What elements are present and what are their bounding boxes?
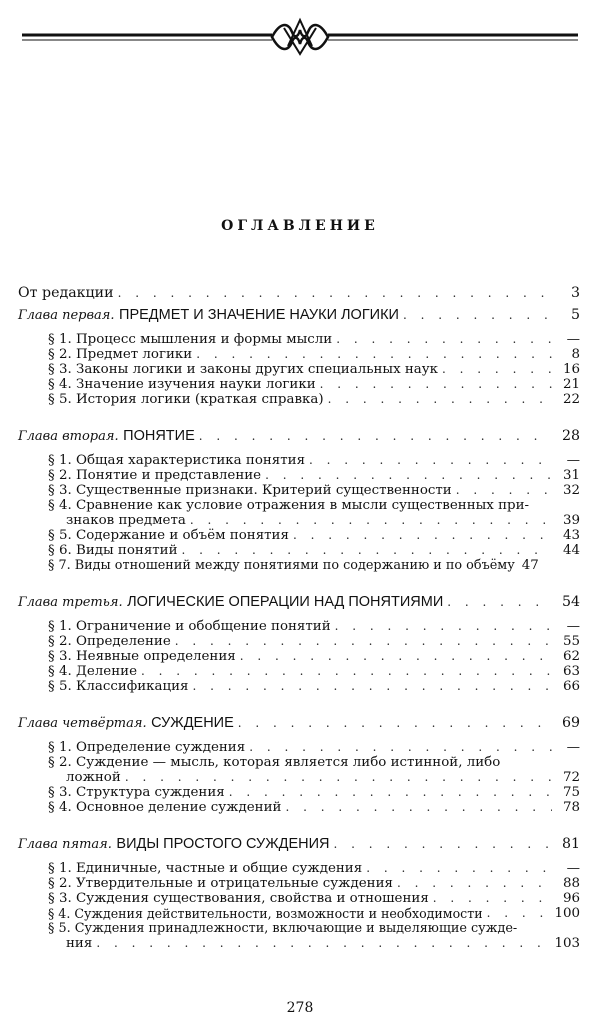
leader-dots [193, 678, 552, 695]
section-label: § 5. История логики (краткая справка) [48, 392, 324, 407]
section-label: § 3. Существенные признаки. Критерий существенности [48, 483, 452, 498]
toc-section-2-7[interactable] [48, 557, 580, 574]
section-label: § 3. Структура суждения [48, 785, 225, 800]
toc-page-number: 55 [562, 634, 580, 649]
leader-dots [403, 307, 552, 324]
leader-dots [334, 836, 552, 853]
toc-section-2-4-line1[interactable]: § 4. Сравнение как условие отражения в мысли существенных при- [48, 498, 530, 513]
section-label: ния [66, 936, 93, 951]
toc-page-number: 39 [562, 513, 580, 528]
section-label: § 4. Суждения действительности, возможности и необходимости [48, 906, 483, 921]
leader-dots [96, 935, 550, 952]
toc-page-number: 8 [571, 347, 580, 362]
toc-page-number: 3 [570, 285, 580, 301]
section-label: § 7. Виды отношений между понятиями по содержанию и по объёму [48, 558, 515, 573]
toc-entry-label: От редакции [18, 285, 114, 301]
toc-chapter-3[interactable] [18, 594, 580, 611]
toc-page-number: 32 [562, 483, 580, 498]
toc-chapter-2[interactable] [18, 428, 580, 445]
toc-page-number: — [566, 453, 580, 468]
section-label: § 2. Утвердительные и отрицательные суждения [48, 876, 393, 891]
leader-dots [118, 285, 552, 302]
toc-chapter-5[interactable] [18, 836, 580, 853]
section-label: § 5. Классификация [48, 679, 189, 694]
toc-page-number: 5 [570, 307, 580, 323]
chapter-title: ПОНЯТИЕ [123, 428, 195, 444]
toc-section-4-4[interactable] [48, 799, 580, 816]
toc-chapter-4[interactable] [18, 715, 580, 732]
section-label: § 2. Понятие и представление [48, 468, 262, 483]
section-label: § 3. Суждения существования, свойства и отношения [48, 891, 429, 906]
section-label: § 2. Определение [48, 634, 171, 649]
section-label: § 1. Ограничение и обобщение понятий [48, 619, 331, 634]
section-label: § 1. Процесс мышления и формы мысли [48, 332, 333, 347]
leader-dots [285, 799, 552, 816]
section-label: § 4. Значение изучения науки логики [48, 377, 316, 392]
chapter-title: ПРЕДМЕТ И ЗНАЧЕНИЕ НАУКИ ЛОГИКИ [119, 307, 399, 323]
section-label: § 6. Виды понятий [48, 543, 178, 558]
toc-page-number: 62 [562, 649, 580, 664]
toc-page-number: — [566, 619, 580, 634]
section-label: § 4. Основное деление суждений [48, 800, 282, 815]
page-number: 278 [286, 1000, 314, 1016]
toc-page-number: 88 [562, 876, 580, 891]
section-label: § 2. Предмет логики [48, 347, 193, 362]
leader-dots [328, 391, 552, 408]
toc-page-number: 31 [562, 468, 580, 483]
section-label: § 4. Деление [48, 664, 138, 679]
toc-section-4-2-line1[interactable]: § 2. Суждение — мысль, которая является либо истинной, либо [48, 755, 501, 770]
toc-page-number: 72 [562, 770, 580, 785]
toc-section-3-5[interactable] [48, 678, 580, 695]
toc-page-number: 44 [562, 543, 580, 558]
chapter-label: Глава четвёртая. [18, 716, 147, 731]
leader-dots [447, 594, 552, 611]
toc-page-number: — [566, 861, 580, 876]
toc-page-number: 47 [521, 558, 539, 573]
toc-page-number: 75 [562, 785, 580, 800]
chapter-label: Глава первая. [18, 308, 115, 323]
toc-page-number: 28 [561, 428, 580, 444]
section-label: § 3. Неявные определения [48, 649, 236, 664]
section-label: § 3. Законы логики и законы других специальных наук [48, 362, 439, 377]
chapter-title: ВИДЫ ПРОСТОГО СУЖДЕНИЯ [116, 836, 330, 852]
toc-page-number: 81 [561, 836, 580, 852]
leader-dots [199, 428, 552, 445]
toc-page-number: 22 [562, 392, 580, 407]
toc-section-5-5-line1[interactable]: § 5. Суждения принадлежности, включающие и выделяющие сужде- [48, 921, 518, 936]
toc-page-number: 54 [561, 594, 580, 610]
toc-section-5-5[interactable] [66, 935, 580, 952]
toc-section-1-5[interactable] [48, 391, 580, 408]
toc-page-number: 69 [561, 715, 580, 731]
toc-page-number: 100 [554, 906, 580, 921]
toc-page-number: — [566, 740, 580, 755]
toc-page-number: — [566, 332, 580, 347]
section-label: § 1. Определение суждения [48, 740, 246, 755]
section-label: § 1. Общая характеристика понятия [48, 453, 306, 468]
section-label: знаков предмета [66, 513, 186, 528]
toc-chapter-1[interactable] [18, 307, 580, 324]
toc-page-number: 43 [562, 528, 580, 543]
toc-page-number: 66 [562, 679, 580, 694]
chapter-title: СУЖДЕНИЕ [151, 715, 234, 731]
toc-page-number: 21 [562, 377, 580, 392]
leader-dots [238, 715, 552, 732]
toc-page-number: 78 [562, 800, 580, 815]
page-title: ОГЛАВЛЕНИЕ [221, 218, 379, 234]
section-label: ложной [66, 770, 121, 785]
section-label: § 5. Содержание и объём понятия [48, 528, 289, 543]
toc-entry-foreword[interactable] [18, 285, 580, 302]
toc-page-number: 103 [554, 936, 580, 951]
chapter-label: Глава вторая. [18, 429, 119, 444]
chapter-title: ЛОГИЧЕСКИЕ ОПЕРАЦИИ НАД ПОНЯТИЯМИ [127, 594, 444, 610]
toc-page-number: 96 [562, 891, 580, 906]
section-label: § 1. Единичные, частные и общие суждения [48, 861, 363, 876]
toc-page-number: 16 [562, 362, 580, 377]
chapter-label: Глава третья. [18, 595, 123, 610]
toc-page-number: 63 [562, 664, 580, 679]
chapter-label: Глава пятая. [18, 837, 112, 852]
